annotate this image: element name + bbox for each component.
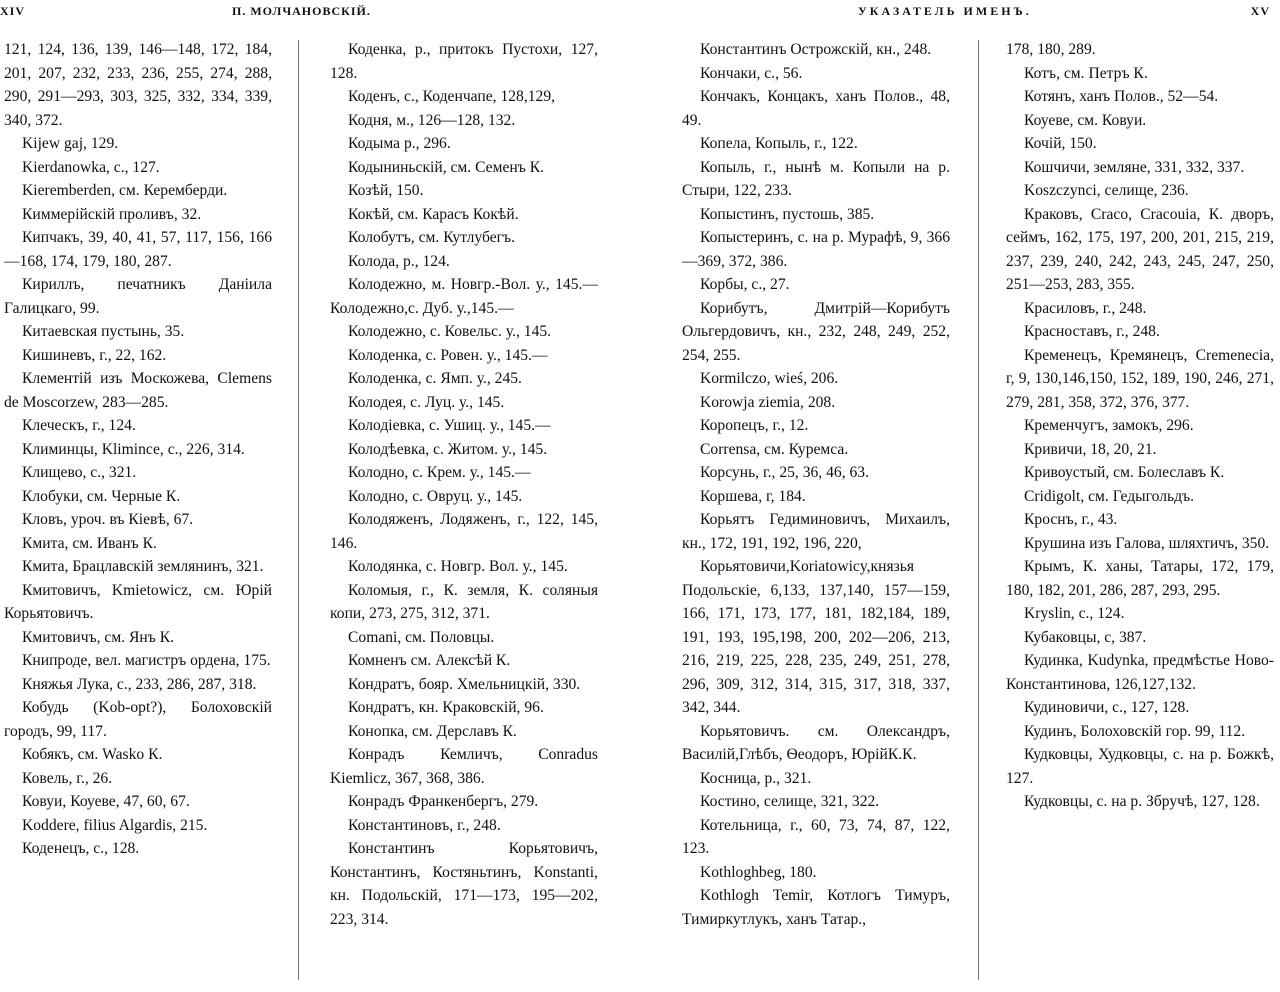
index-entry: Кременецъ, Кремянецъ, Cremenecia, г, 9, 130,146,150, 152, 189, 190, 246, 271, 279, 281, 358, 372, 376, 377. <box>1006 346 1274 411</box>
index-entry: Кудинъ, Болоховскій гор. 99, 112. <box>1024 722 1246 740</box>
right-page-number: XV <box>1250 4 1270 18</box>
index-entry: Колодея, с. Луц. у., 145. <box>348 393 505 411</box>
index-entry: Китаевская пустынь, 35. <box>22 323 185 340</box>
index-entry: Kormilczo, wieś, 206. <box>700 370 839 387</box>
left-page-number: XIV <box>0 4 26 18</box>
index-entry: Костино, селище, 321, 322. <box>700 793 880 810</box>
index-entry: Коропецъ, г., 12. <box>700 417 809 434</box>
index-entry: Константиновъ, г., 248. <box>348 816 501 834</box>
index-entry: Колодно, с. Овруц. у., 145. <box>348 487 523 505</box>
index-entry: Копела, Копыль, г., 122. <box>700 135 858 152</box>
index-entry: Книпроде, вел. магистръ ордена, 175. <box>22 652 271 669</box>
index-entry: Краковъ, Craco, Cracouia, К. дворъ, сеймъ, 162, 175, 197, 200, 201, 215, 219, 237, 239, 240, 242, 243, 245, 247, 250, 251—253, 283, 355. <box>1006 205 1274 293</box>
index-entry: Кокѣй, см. Карасъ Кокѣй. <box>348 205 519 223</box>
index-entry: Kryslin, с., 124. <box>1024 605 1125 622</box>
index-entry: Corrensa, см. Куремса. <box>700 440 849 458</box>
index-entry: Кончаки, с., 56. <box>700 64 803 82</box>
index-entry: Корьятовичи,Koriatowicy,князья Подольскіе, 6,133, 137,140, 157—159, 166, 171, 173, 177, 181, 182,184, 189, 191, 193, 195,198, 200, 202—206, 213, 216, 219, 225, 228, 235, 249, 251, 278, 296, 309, 312, 314, 315, 317, 318, 337, 342, 344. <box>682 558 950 716</box>
index-entry: Котельница, г., 60, 73, 74, 87, 122, 123. <box>682 816 950 857</box>
index-entry: Кудковцы, Худковцы, с. на р. Божкѣ, 127. <box>1006 746 1274 787</box>
index-entry: Cridigolt, см. Гедыгольдъ. <box>1024 487 1195 505</box>
index-entry: Колодіевка, с. Ушиц. у., 145.— <box>348 417 551 434</box>
index-entry: Koddere, filius Algardis, 215. <box>22 816 208 834</box>
index-entry: Кмитовичъ, см. Янъ К. <box>22 628 175 646</box>
index-entry: Колоденка, с. Ровен. у., 145.— <box>348 346 548 364</box>
index-entry: Клобуки, см. Черные К. <box>22 487 181 505</box>
index-entry: Кондратъ, бояр. Хмельницкій, 330. <box>348 675 581 693</box>
index-entry: Кмита, Брацлавскій землянинъ, 321. <box>22 558 264 575</box>
index-entry: Колодяженъ, Лодяженъ, г., 122, 145, 146. <box>330 511 598 552</box>
right-running-head: УКАЗАТЕЛЬ ИМЕНЪ. <box>858 4 1032 18</box>
index-entry: Колодежно, с. Ковельс. у., 145. <box>348 323 552 340</box>
index-entry: Кременчугъ, замокъ, 296. <box>1024 417 1194 434</box>
index-entry: Кубаковцы, с, 387. <box>1024 628 1147 646</box>
index-entry: Климинцы, Kliminсе, с., 226, 314. <box>22 440 245 458</box>
index-entry: Колобутъ, см. Кутлубегъ. <box>348 229 516 246</box>
index-entry: 178, 180, 289. <box>1006 41 1096 58</box>
index-entry: Comani, см. Половцы. <box>348 628 495 646</box>
index-entry: Коломыя, г., К. земля, К. соляныя копи, 273, 275, 312, 371. <box>330 581 598 622</box>
right-page <box>640 0 1280 992</box>
index-entry: Кончакъ, Концакъ, ханъ Полов., 48, 49. <box>682 88 950 129</box>
index-entry: Кошчичи, земляне, 331, 332, 337. <box>1024 158 1245 176</box>
index-entry: Красноставъ, г., 248. <box>1024 323 1160 340</box>
index-entry: Константинъ Корьятовичъ, Константинъ, Костяньтинъ, Konstanti, кн. Подольскій, 171—173, 195—202, 223, 314. <box>330 840 598 928</box>
index-entry: Красиловъ, г., 248. <box>1024 299 1147 317</box>
index-entry: Кодня, м., 126—128, 132. <box>348 111 516 129</box>
right-column-2 <box>1006 38 1274 814</box>
index-entry: Колода, р., 124. <box>348 252 450 270</box>
index-entry: Ковуи, Коуеве, 47, 60, 67. <box>22 793 190 810</box>
index-entry: Кочій, 150. <box>1024 135 1097 152</box>
index-entry: Конрадъ Кемличъ, Conradus Kiemlicz, 367, 368, 386. <box>330 746 598 787</box>
index-entry: Комненъ см. Алексѣй К. <box>348 652 511 669</box>
index-entry: Киммерійскій проливъ, 32. <box>22 205 202 223</box>
index-entry: Клементій изъ Москожева, Clemens de Moscorzew, 283—285. <box>4 370 272 411</box>
index-entry: Клищево, с., 321. <box>22 464 137 481</box>
left-column-divider <box>298 40 299 980</box>
index-entry: Крымъ, К. ханы, Татары, 172, 179, 180, 182, 201, 286, 287, 293, 295. <box>1006 558 1274 599</box>
index-entry: Кудковцы, с. на р. Збручѣ, 127, 128. <box>1024 793 1260 810</box>
index-entry: Котъ, см. Петръ К. <box>1024 64 1148 82</box>
index-entry: Кобудь (Kob-opt?), Болоховскій городъ, 99, 117. <box>4 699 272 740</box>
index-entry: Коденка, р., притокъ Пустохи, 127, 128. <box>330 41 598 82</box>
index-entry: Кудинка, Kudynka, предмѣстье Ново-Константинова, 126,127,132. <box>1006 652 1274 693</box>
index-entry: Корбы, с., 27. <box>700 276 790 293</box>
index-entry: 121, 124, 136, 139, 146—148, 172, 184, 201, 207, 232, 233, 236, 255, 274, 288, 290, 291—293, 303, 325, 332, 334, 339, 340, 372. <box>4 41 272 129</box>
index-entry: Кобякъ, см. Wasko К. <box>22 746 163 763</box>
index-entry: Клеческъ, г., 124. <box>22 417 136 434</box>
index-entry: Кривоустый, см. Болеславъ К. <box>1024 464 1225 481</box>
index-entry: Кроснъ, г., 43. <box>1024 511 1118 528</box>
index-entry: Korowja ziemia, 208. <box>700 393 836 411</box>
index-entry: Kierdanowka, с., 127. <box>22 158 160 176</box>
right-column-1 <box>682 38 950 931</box>
index-entry: Коденецъ, с., 128. <box>22 840 140 857</box>
index-entry: Копыстинъ, пустошь, 385. <box>700 205 875 223</box>
index-entry: Kieremberden, см. Керемберди. <box>22 182 228 199</box>
index-entry: Константинъ Острожскій, кн., 248. <box>700 41 932 58</box>
index-entry: Кловъ, уроч. въ Кіевѣ, 67. <box>22 511 194 528</box>
index-entry: Кишиневъ, г., 22, 162. <box>22 346 167 364</box>
left-column-1 <box>4 38 272 861</box>
index-entry: Корибутъ, Дмитрій—Корибутъ Ольгердовичъ, кн., 232, 248, 249, 252, 254, 255. <box>682 299 950 364</box>
index-entry: Коршева, г, 184. <box>700 487 806 505</box>
index-entry: Копыстеринъ, с. на р. Мурафѣ, 9, 366—369, 372, 386. <box>682 229 950 270</box>
index-entry: Копыль, г., нынѣ м. Копыли на р. Стыри, 122, 233. <box>682 158 950 199</box>
right-column-divider <box>978 40 979 980</box>
index-entry: Колодѣевка, с. Житом. у., 145. <box>348 440 548 458</box>
index-entry: Кмита, см. Иванъ К. <box>22 534 157 552</box>
index-entry: Кипчакъ, 39, 40, 41, 57, 117, 156, 166—168, 174, 179, 180, 287. <box>4 229 272 270</box>
index-entry: Колодежно, м. Новгр.-Вол. у., 145.—Колодежно,с. Дуб. у.,145.— <box>330 276 598 317</box>
index-entry: Kijew gaj, 129. <box>22 135 119 152</box>
index-entry: Корьятовичъ. см. Олександръ, Василій,Глѣбъ, Ѳеодоръ, ЮрійК.К. <box>682 722 950 763</box>
index-entry: Конрадъ Франкенбергъ, 279. <box>348 793 539 810</box>
index-entry: Кудиновичи, с., 127, 128. <box>1024 699 1190 716</box>
index-entry: Кириллъ, печатникъ Даніила Галицкаго, 99. <box>4 276 272 317</box>
index-entry: Колодно, с. Крем. у., 145.— <box>348 464 531 481</box>
index-entry: Кодыма р., 296. <box>348 135 451 152</box>
index-entry: Kothlogh Temir, Котлогъ Тимуръ, Тимиркутлукъ, ханъ Татар., <box>682 887 950 928</box>
index-entry: Koszczynci, селище, 236. <box>1024 182 1189 199</box>
index-entry: Кривичи, 18, 20, 21. <box>1024 440 1157 458</box>
index-entry: Кондратъ, кн. Краковскій, 96. <box>348 699 544 716</box>
index-entry: Коуеве, см. Ковуи. <box>1024 111 1147 129</box>
index-entry: Козѣй, 150. <box>348 182 424 199</box>
index-entry: Конопка, см. Дерславъ К. <box>348 722 517 740</box>
index-entry: Колодянка, с. Новгр. Вол. у., 145. <box>348 558 568 575</box>
left-running-head: П. МОЛЧАНОВСКІЙ. <box>232 4 371 18</box>
index-entry: Корсунь, г., 25, 36, 46, 63. <box>700 464 869 481</box>
index-entry: Кмитовичъ, Kmietowicz, см. Юрій Корьятовичъ. <box>4 581 272 622</box>
index-entry: Княжья Лука, с., 233, 286, 287, 318. <box>22 675 257 693</box>
index-entry: Коденъ, с., Коденчапе, 128,129, <box>348 88 556 105</box>
index-entry: Кодыниньскій, см. Семенъ К. <box>348 158 544 176</box>
index-entry: Корьятъ Гедиминовичъ, Михаилъ, кн., 172, 191, 192, 196, 220, <box>682 511 950 552</box>
right-page-header <box>640 4 1280 24</box>
index-entry: Ковель, г., 26. <box>22 769 113 787</box>
index-entry: Котянъ, ханъ Полов., 52—54. <box>1024 88 1219 105</box>
index-entry: Косница, р., 321. <box>700 769 812 787</box>
index-entry: Крушина изъ Галова, шляхтичъ, 350. <box>1024 534 1270 552</box>
index-entry: Колоденка, с. Ямп. у., 245. <box>348 370 522 387</box>
index-entry: Kothloghbeg, 180. <box>700 863 817 881</box>
left-column-2 <box>330 38 598 931</box>
left-page-header <box>0 4 640 24</box>
